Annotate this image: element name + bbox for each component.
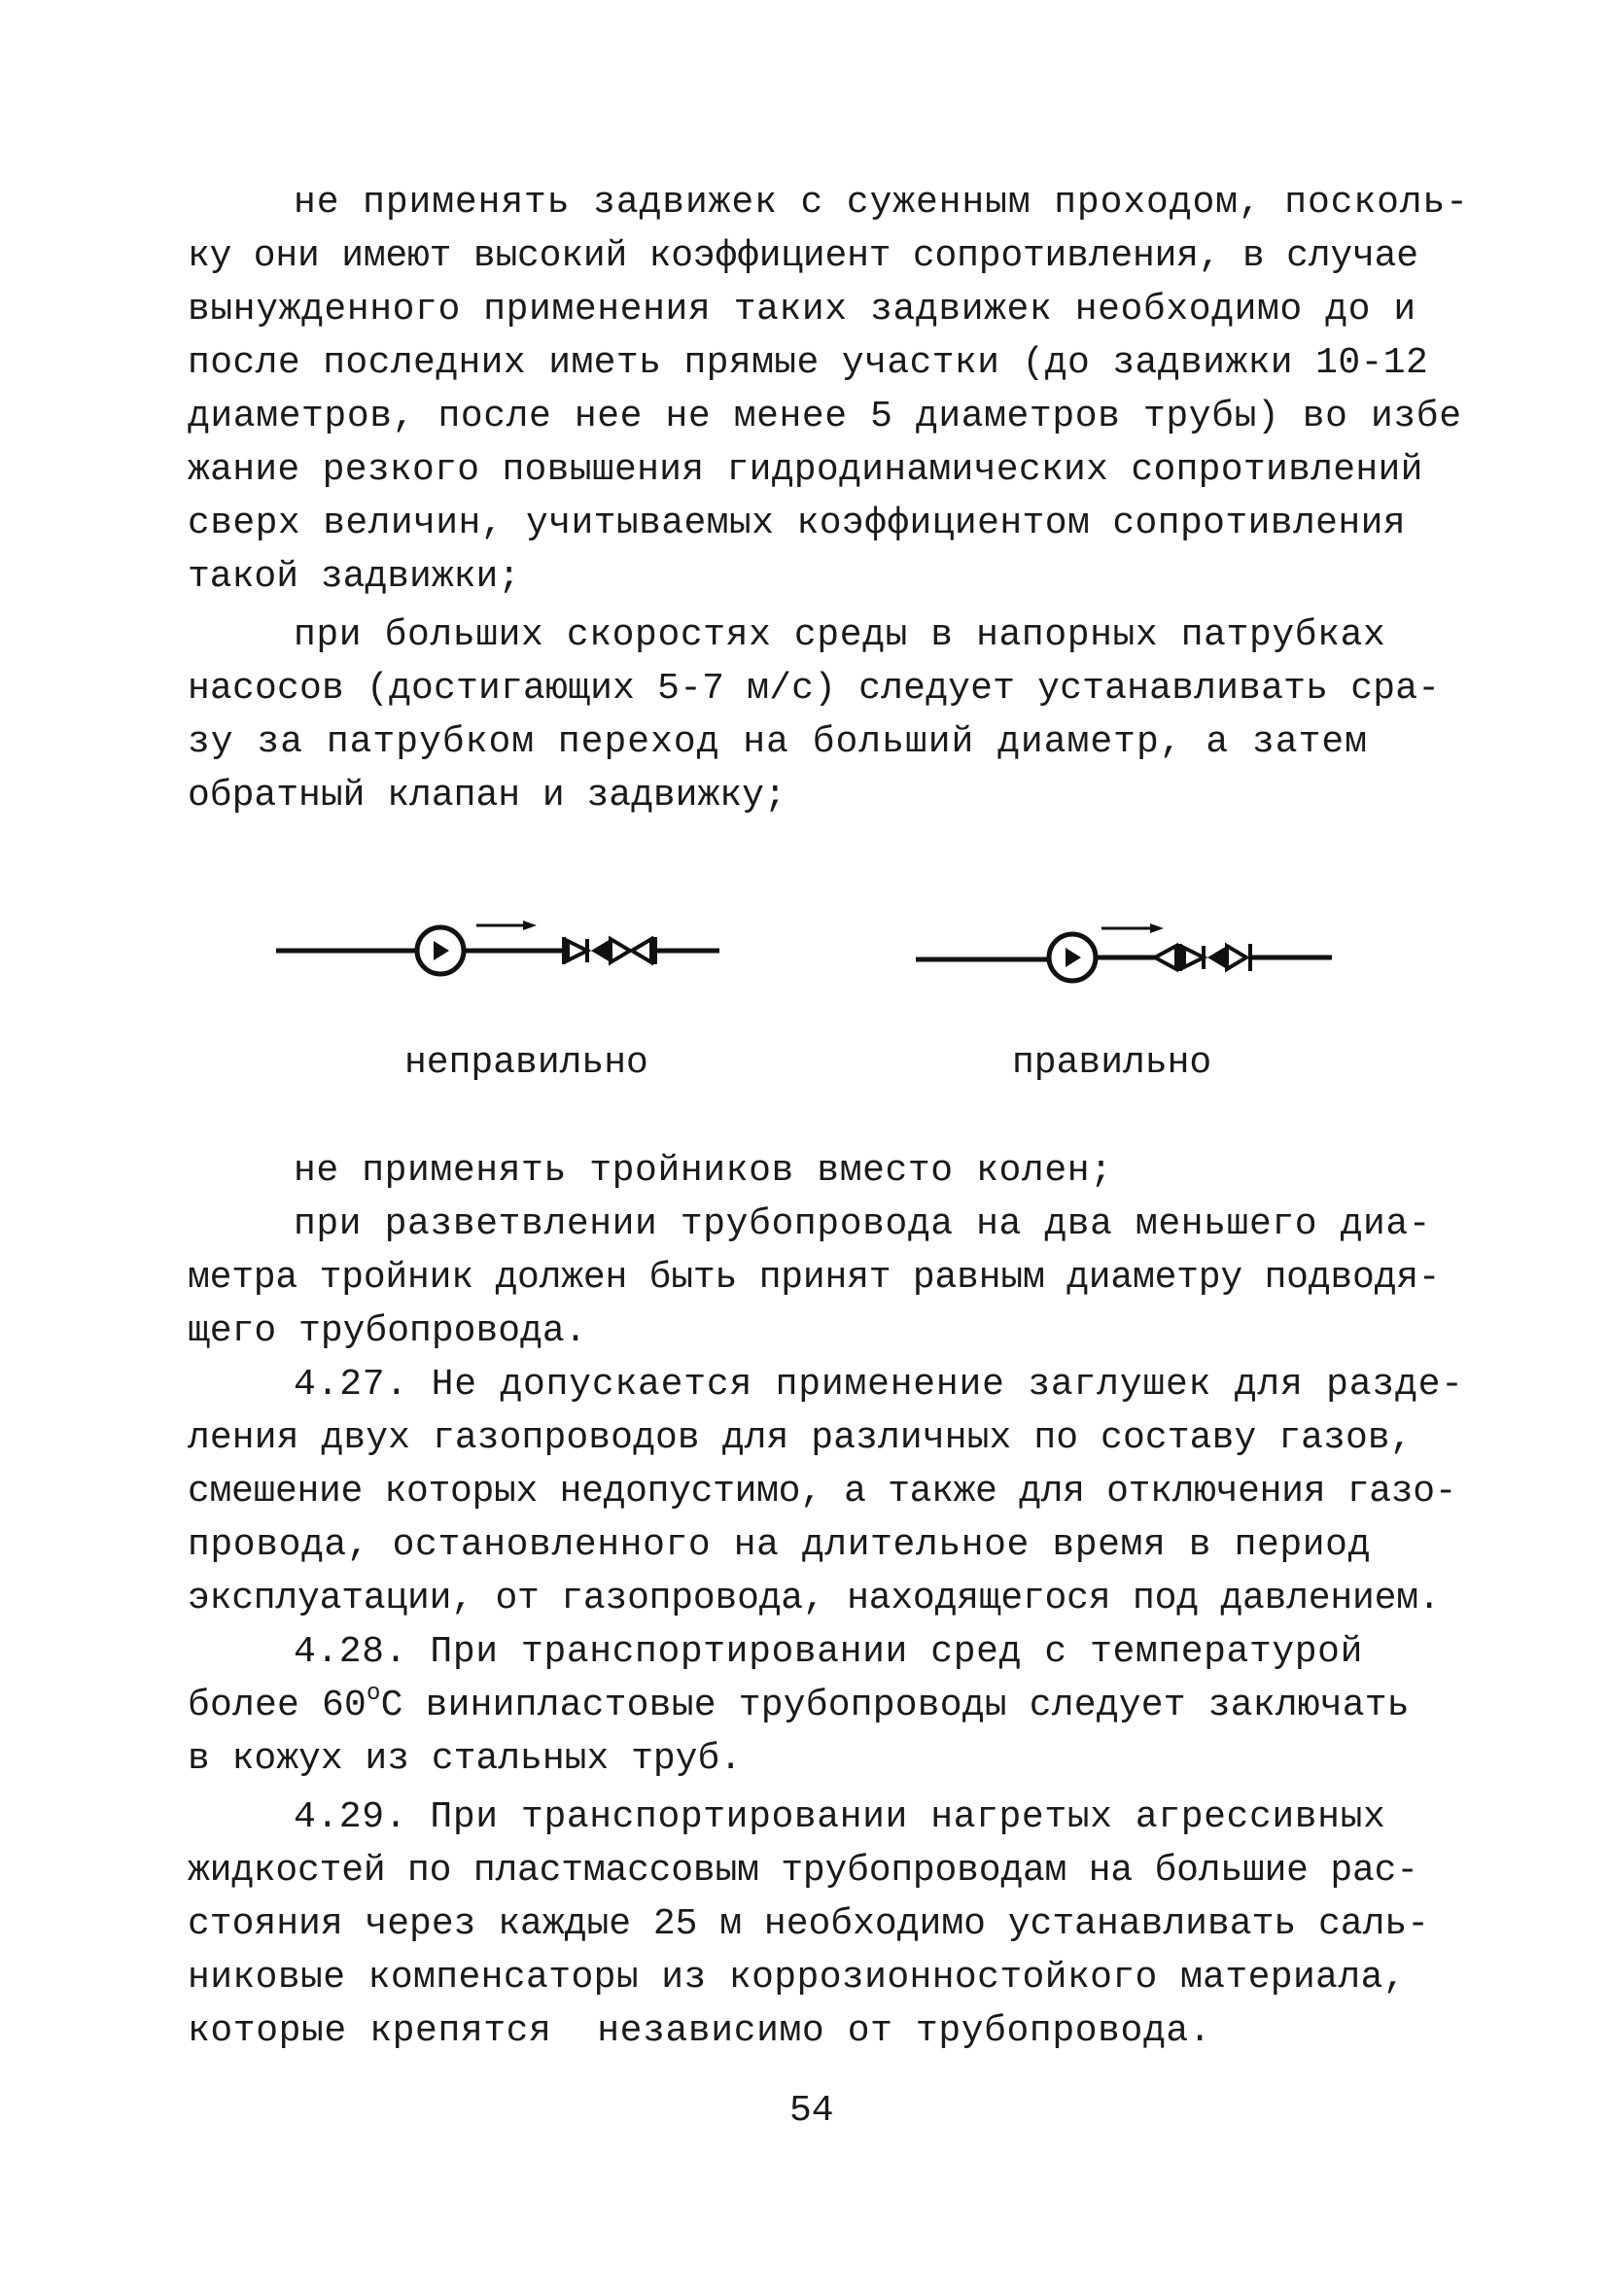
page-number: 54 xyxy=(789,2090,834,2132)
text-line: жание резкого повышения гидродинамических сопротивлений xyxy=(188,449,1423,491)
text-line: при разветвлении трубопровода на два меньшего диа- xyxy=(294,1203,1432,1245)
text-line: насосов (достигающих 5-7 м/с) следует устанавливать сра- xyxy=(188,668,1441,710)
text-line: провода, остановленного на длительное время в период xyxy=(188,1524,1371,1566)
text-line: щего трубопровода. xyxy=(188,1310,587,1352)
valve-diagram-right xyxy=(912,899,1340,1006)
text-line: в кожух из стальных труб. xyxy=(188,1738,743,1780)
text-line: вынужденного применения таких задвижек необходимо до и xyxy=(188,289,1416,330)
text-line: зу за патрубком переход на больший диаметр, а затем xyxy=(188,721,1368,763)
text-line xyxy=(188,1680,1410,1732)
degree-sign: o xyxy=(367,1681,381,1707)
gate-valve-right xyxy=(1227,946,1246,969)
flow-arrow-head xyxy=(1150,923,1164,933)
text-line: после последних иметь прямые участки (до задвижки 10-12 xyxy=(188,342,1429,384)
text-line: диаметров, после нее не менее 5 диаметров трубы) во избе xyxy=(188,396,1462,437)
caption-wrong: неправильно xyxy=(404,1042,648,1084)
text-fragment: более 60 xyxy=(188,1685,367,1726)
text-line: 4.28. При транспортировании сред с температурой xyxy=(294,1631,1363,1673)
text-line: метра тройник должен быть принят равным диаметру подводя- xyxy=(188,1257,1441,1299)
reducer-symbol xyxy=(632,939,651,962)
text-line: такой задвижки; xyxy=(188,556,521,598)
text-fragment: С винипластовые трубопроводы следует заключать xyxy=(380,1685,1410,1726)
valve-diagram-wrong xyxy=(272,894,729,1001)
text-line: обратный клапан и задвижку; xyxy=(188,775,787,817)
text-line: никовые компенсаторы из коррозионностойкого материала, xyxy=(188,1957,1406,1999)
pump-arrow xyxy=(1066,948,1081,967)
text-line: ку они имеют высокий коэффициент сопротивления, в случае xyxy=(188,235,1418,277)
text-line: жидкостей по пластмассовым трубопроводам на большие рас- xyxy=(188,1850,1418,1892)
gate-valve-left xyxy=(1207,946,1227,969)
text-line: ления двух газопроводов для различных по составу газов, xyxy=(188,1417,1413,1459)
pump-arrow xyxy=(434,941,449,960)
check-valve-symbol xyxy=(568,941,587,960)
caption-right: правильно xyxy=(1012,1042,1212,1084)
text-line: при больших скоростях среды в напорных патрубках xyxy=(294,614,1386,656)
text-line: сверх величин, учитываемых коэффициентом сопротивления xyxy=(188,503,1406,544)
text-line: стояния через каждые 25 м необходимо устанавливать саль- xyxy=(188,1903,1430,1945)
text-line: не применять задвижек с суженным проходом, посколь- xyxy=(294,182,1469,224)
text-line: не применять тройников вместо колен; xyxy=(294,1150,1113,1192)
flow-arrow-head xyxy=(523,921,537,930)
gate-valve-left xyxy=(591,939,611,962)
text-line: которые крепятся независимо от трубопровода. xyxy=(188,2010,1212,2052)
text-line: 4.29. При транспортировании нагретых агрессивных xyxy=(294,1796,1386,1838)
gate-valve-right xyxy=(611,939,630,962)
text-line: эксплуатации, от газопровода, находящегося под давлением. xyxy=(188,1578,1441,1619)
text-line: смешение которых недопустимо, а также для отключения газо- xyxy=(188,1471,1457,1513)
check-valve-symbol xyxy=(1184,948,1204,967)
reducer-symbol xyxy=(1155,946,1176,969)
text-line: 4.27. Не допускается применение заглушек для разде- xyxy=(294,1364,1464,1406)
